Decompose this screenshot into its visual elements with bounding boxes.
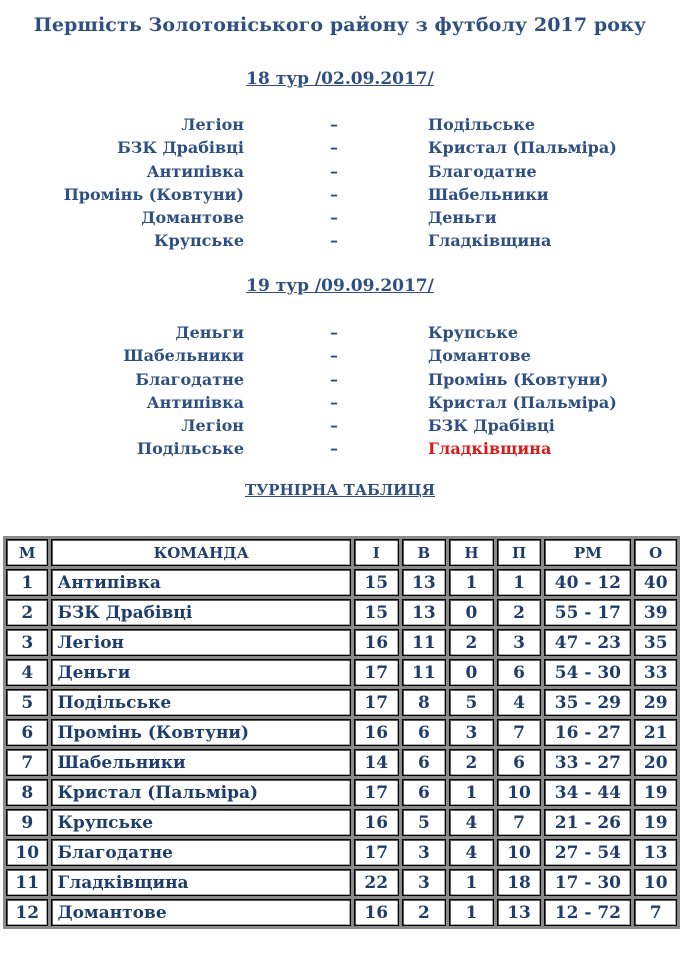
cell-wins: 6 xyxy=(402,719,447,746)
home-team: Крупське xyxy=(153,231,244,251)
away-team: Кристал (Пальміра) xyxy=(428,392,617,412)
home-team: Шабельники xyxy=(123,346,244,366)
fixture xyxy=(0,185,680,208)
separator: – xyxy=(330,416,338,436)
cell-team: Крупське xyxy=(51,809,351,836)
fixture xyxy=(0,439,680,462)
cell-wins: 8 xyxy=(402,689,447,716)
away-team: Подільське xyxy=(428,115,535,134)
home-team: Подільське xyxy=(137,439,244,459)
cell-losses: 7 xyxy=(497,809,542,836)
table-row xyxy=(6,599,677,626)
away-team: Шабельники xyxy=(428,184,549,204)
separator: – xyxy=(330,439,338,459)
cell-points: 33 xyxy=(634,659,677,686)
cell-draws: 1 xyxy=(449,569,494,596)
away-team: Кристал (Пальміра) xyxy=(428,138,617,158)
cell-played: 17 xyxy=(354,659,399,686)
table-row xyxy=(6,629,677,656)
away-team: Гладківщина xyxy=(428,231,552,251)
cell-played: 15 xyxy=(354,599,399,626)
fixture xyxy=(0,346,680,369)
separator: – xyxy=(330,115,338,134)
cell-team: БЗК Драбівці xyxy=(51,599,351,626)
table-row xyxy=(6,869,677,896)
cell-points: 19 xyxy=(634,809,677,836)
header-place: М xyxy=(6,539,48,566)
cell-goals: 35 - 29 xyxy=(544,689,631,716)
header-wins: В xyxy=(402,539,447,566)
header-draws: Н xyxy=(449,539,494,566)
cell-draws: 4 xyxy=(449,809,494,836)
home-team: БЗК Драбівці xyxy=(117,138,244,158)
cell-place: 5 xyxy=(6,689,48,716)
cell-losses: 2 xyxy=(497,599,542,626)
home-team: Домантове xyxy=(141,208,244,228)
cell-wins: 5 xyxy=(402,809,447,836)
cell-wins: 3 xyxy=(402,839,447,866)
table-row xyxy=(6,899,677,926)
cell-team: Антипівка xyxy=(51,569,351,596)
cell-goals: 16 - 27 xyxy=(544,719,631,746)
home-team: Промінь (Ковтуни) xyxy=(63,184,244,204)
table-row xyxy=(6,839,677,866)
home-team: Благодатне xyxy=(135,369,244,389)
away-team-highlighted: Гладківщина xyxy=(428,439,552,459)
cell-played: 17 xyxy=(354,779,399,806)
cell-losses: 6 xyxy=(497,659,542,686)
cell-wins: 6 xyxy=(402,749,447,776)
cell-points: 19 xyxy=(634,779,677,806)
cell-losses: 13 xyxy=(497,899,542,926)
home-team: Деньги xyxy=(175,323,244,342)
header-losses: П xyxy=(497,539,542,566)
cell-played: 17 xyxy=(354,839,399,866)
fixture xyxy=(0,208,680,231)
cell-wins: 6 xyxy=(402,779,447,806)
fixture xyxy=(0,231,680,254)
cell-draws: 3 xyxy=(449,719,494,746)
cell-played: 15 xyxy=(354,569,399,596)
cell-team: Промінь (Ковтуни) xyxy=(51,719,351,746)
standings-title: ТУРНІРНА ТАБЛИЦЯ xyxy=(244,481,436,499)
header-points: О xyxy=(634,539,677,566)
cell-played: 16 xyxy=(354,719,399,746)
cell-played: 22 xyxy=(354,869,399,896)
cell-wins: 3 xyxy=(402,869,447,896)
cell-place: 6 xyxy=(6,719,48,746)
cell-wins: 13 xyxy=(402,599,447,626)
fixture xyxy=(0,323,680,346)
cell-place: 4 xyxy=(6,659,48,686)
header-played: І xyxy=(354,539,399,566)
standings-table xyxy=(3,536,680,929)
cell-points: 39 xyxy=(634,599,677,626)
cell-goals: 54 - 30 xyxy=(544,659,631,686)
cell-place: 10 xyxy=(6,839,48,866)
cell-team: Кристал (Пальміра) xyxy=(51,779,351,806)
separator: – xyxy=(330,231,338,251)
table-row xyxy=(6,689,677,716)
cell-played: 17 xyxy=(354,689,399,716)
cell-team: Домантове xyxy=(51,899,351,926)
page-title: Першість Золотоніського району з футболу 2017 року xyxy=(33,14,647,36)
cell-losses: 10 xyxy=(497,839,542,866)
cell-draws: 0 xyxy=(449,599,494,626)
cell-points: 10 xyxy=(634,869,677,896)
cell-place: 3 xyxy=(6,629,48,656)
cell-points: 29 xyxy=(634,689,677,716)
cell-place: 9 xyxy=(6,809,48,836)
table-row xyxy=(6,659,677,686)
cell-goals: 40 - 12 xyxy=(544,569,631,596)
cell-losses: 18 xyxy=(497,869,542,896)
cell-points: 7 xyxy=(634,899,677,926)
cell-goals: 27 - 54 xyxy=(544,839,631,866)
cell-losses: 10 xyxy=(497,779,542,806)
cell-wins: 2 xyxy=(402,899,447,926)
cell-draws: 0 xyxy=(449,659,494,686)
cell-points: 40 xyxy=(634,569,677,596)
cell-place: 1 xyxy=(6,569,48,596)
standings-body xyxy=(6,569,677,926)
cell-team: Гладківщина xyxy=(51,869,351,896)
cell-wins: 13 xyxy=(402,569,447,596)
round-18-fixtures xyxy=(0,115,680,255)
round-19-fixtures xyxy=(0,323,680,463)
home-team: Легіон xyxy=(181,416,244,436)
cell-points: 35 xyxy=(634,629,677,656)
table-row xyxy=(6,779,677,806)
table-row xyxy=(6,749,677,776)
separator: – xyxy=(330,184,338,204)
cell-goals: 12 - 72 xyxy=(544,899,631,926)
separator: – xyxy=(330,369,338,389)
cell-goals: 33 - 27 xyxy=(544,749,631,776)
cell-losses: 4 xyxy=(497,689,542,716)
cell-points: 13 xyxy=(634,839,677,866)
cell-draws: 2 xyxy=(449,749,494,776)
away-team: Деньги xyxy=(428,208,497,228)
cell-draws: 1 xyxy=(449,869,494,896)
cell-place: 2 xyxy=(6,599,48,626)
cell-points: 21 xyxy=(634,719,677,746)
header-goals: РМ xyxy=(544,539,631,566)
round-19-heading: 19 тур /09.09.2017/ xyxy=(246,276,434,296)
table-row xyxy=(6,569,677,596)
cell-played: 16 xyxy=(354,629,399,656)
cell-draws: 1 xyxy=(449,899,494,926)
separator: – xyxy=(330,138,338,158)
cell-played: 16 xyxy=(354,899,399,926)
fixture xyxy=(0,393,680,416)
cell-played: 16 xyxy=(354,809,399,836)
cell-draws: 2 xyxy=(449,629,494,656)
away-team: Крупське xyxy=(428,323,519,342)
cell-losses: 6 xyxy=(497,749,542,776)
cell-draws: 1 xyxy=(449,779,494,806)
table-row xyxy=(6,719,677,746)
cell-team: Шабельники xyxy=(51,749,351,776)
cell-place: 11 xyxy=(6,869,48,896)
fixture xyxy=(0,162,680,185)
cell-goals: 21 - 26 xyxy=(544,809,631,836)
cell-team: Подільське xyxy=(51,689,351,716)
home-team: Легіон xyxy=(181,115,244,134)
cell-losses: 7 xyxy=(497,719,542,746)
away-team: БЗК Драбівці xyxy=(428,416,555,436)
header-team: КОМАНДА xyxy=(51,539,351,566)
cell-draws: 4 xyxy=(449,839,494,866)
cell-points: 20 xyxy=(634,749,677,776)
home-team: Антипівка xyxy=(146,161,244,181)
separator: – xyxy=(330,161,338,181)
cell-goals: 34 - 44 xyxy=(544,779,631,806)
round-18-heading: 18 тур /02.09.2017/ xyxy=(246,69,434,89)
cell-losses: 1 xyxy=(497,569,542,596)
cell-goals: 17 - 30 xyxy=(544,869,631,896)
cell-team: Деньги xyxy=(51,659,351,686)
cell-place: 7 xyxy=(6,749,48,776)
standings-header-row xyxy=(6,539,677,566)
separator: – xyxy=(330,208,338,228)
fixture xyxy=(0,416,680,439)
fixture xyxy=(0,138,680,161)
cell-place: 12 xyxy=(6,899,48,926)
cell-wins: 11 xyxy=(402,659,447,686)
cell-team: Легіон xyxy=(51,629,351,656)
cell-goals: 47 - 23 xyxy=(544,629,631,656)
cell-goals: 55 - 17 xyxy=(544,599,631,626)
away-team: Благодатне xyxy=(428,161,537,181)
separator: – xyxy=(330,323,338,342)
away-team: Домантове xyxy=(428,346,531,366)
cell-wins: 11 xyxy=(402,629,447,656)
cell-losses: 3 xyxy=(497,629,542,656)
cell-draws: 5 xyxy=(449,689,494,716)
cell-team: Благодатне xyxy=(51,839,351,866)
cell-played: 14 xyxy=(354,749,399,776)
cell-place: 8 xyxy=(6,779,48,806)
separator: – xyxy=(330,392,338,412)
separator: – xyxy=(330,346,338,366)
table-row xyxy=(6,809,677,836)
fixture xyxy=(0,115,680,138)
home-team: Антипівка xyxy=(146,392,244,412)
fixture xyxy=(0,370,680,393)
away-team: Промінь (Ковтуни) xyxy=(428,369,609,389)
